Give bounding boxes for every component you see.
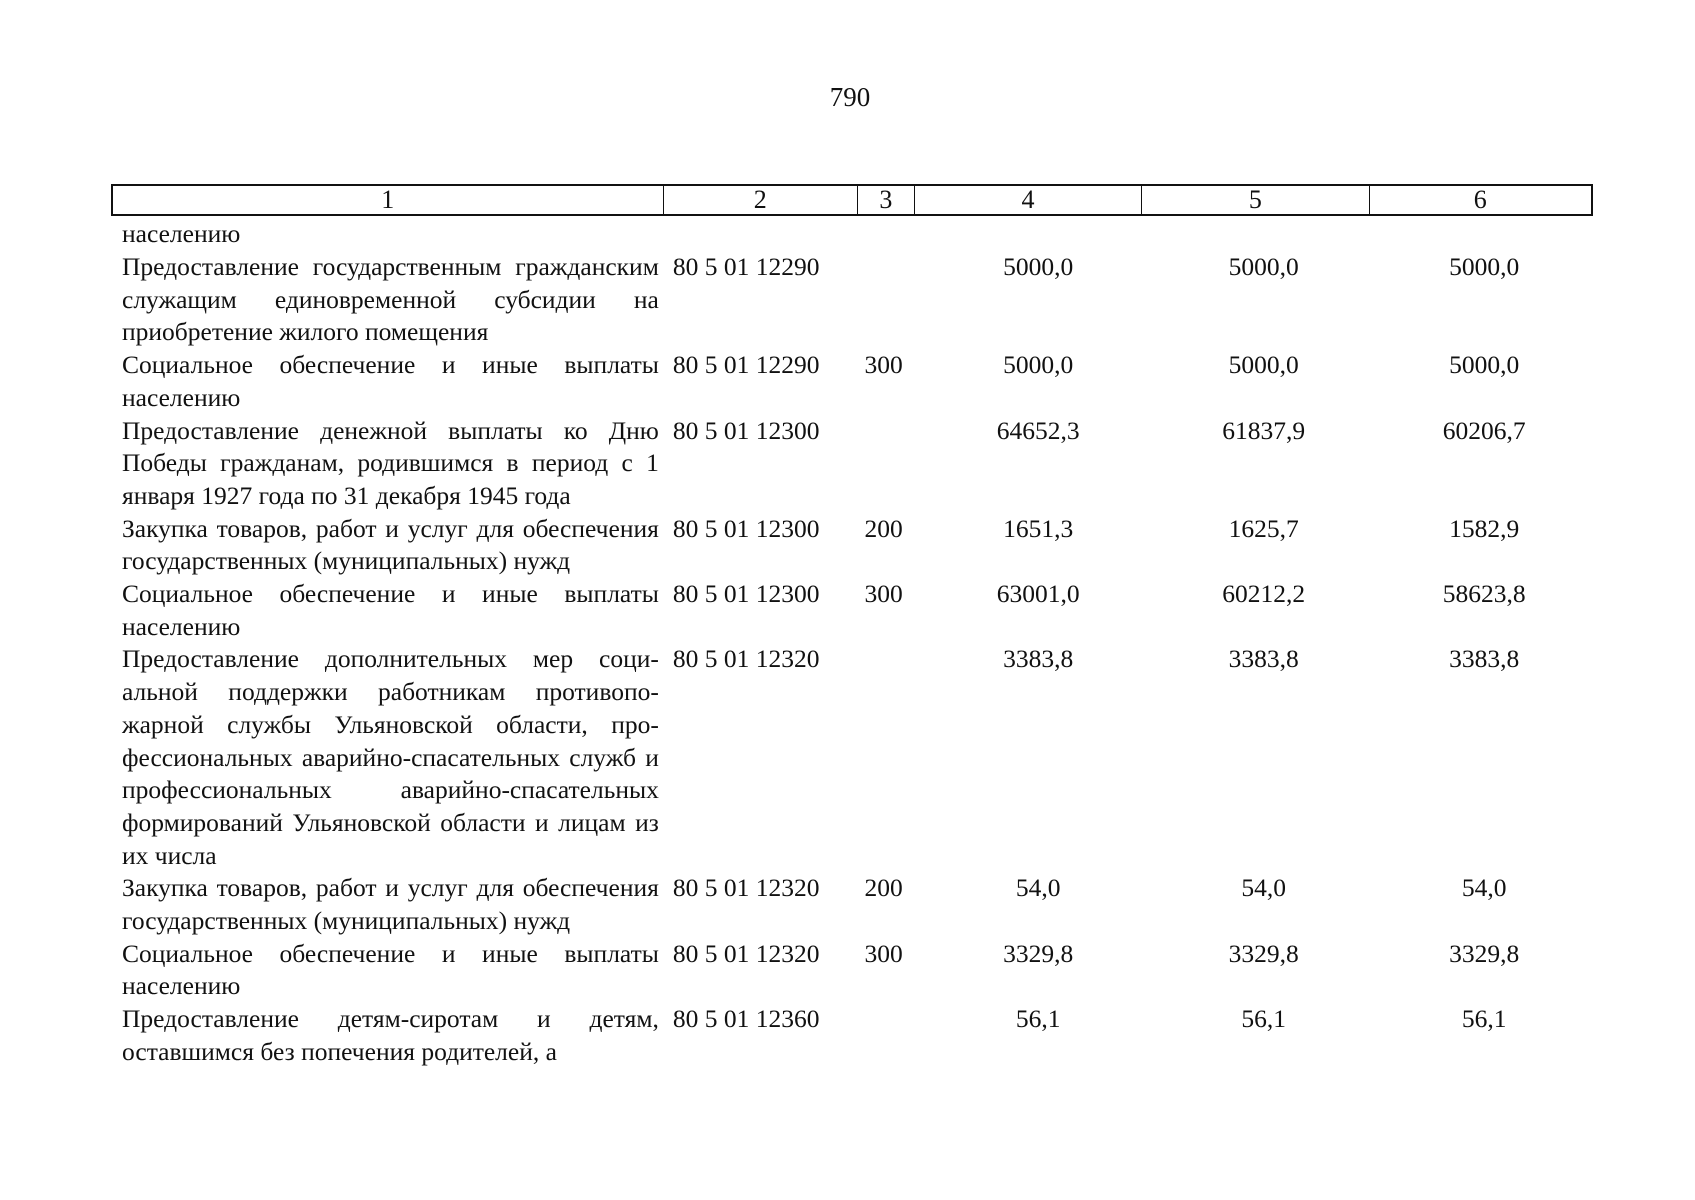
row-name: Социальное обеспечение и иные выплаты населению (122, 350, 659, 412)
table-row (111, 513, 1593, 578)
column-header-1: 1 (113, 186, 664, 214)
table-row (111, 578, 1593, 643)
table-row (111, 251, 1593, 349)
row-value-5: 3329,8 (1228, 938, 1299, 968)
row-type: 300 (864, 579, 903, 609)
table-row (111, 415, 1593, 513)
row-code: 80 5 01 12300 (672, 579, 820, 609)
table-row (111, 872, 1593, 937)
row-code: 80 5 01 12290 (672, 350, 820, 380)
row-value-5: 60212,2 (1222, 579, 1306, 609)
row-type: 200 (864, 513, 903, 543)
row-code: 80 5 01 12290 (672, 252, 820, 281)
table-body (111, 251, 1593, 1069)
row-value-6: 5000,0 (1449, 350, 1520, 380)
row-type: 300 (864, 938, 903, 968)
row-name: Социальное обеспечение и иные выплаты населению (122, 938, 659, 1001)
row-value-4: 1651,3 (1003, 513, 1074, 543)
row-value-6: 3329,8 (1449, 938, 1520, 968)
table-row (111, 349, 1593, 414)
row-value-4: 3383,8 (1003, 644, 1074, 674)
row-value-5: 1625,7 (1228, 513, 1299, 543)
row-code: 80 5 01 12320 (672, 644, 820, 674)
row-name: Предоставление денежной выплаты ко Дню Победы гражданам, родившимся в период с 1 января 1927 года по 31 декабря 1945 года (122, 415, 659, 510)
row-code: 80 5 01 12320 (672, 873, 820, 903)
row-value-5: 5000,0 (1228, 350, 1299, 380)
row-type: 200 (864, 873, 903, 903)
row-name: Предоставление дополнительных мер социальной поддержки работникам противопожарной службы Ульяновской области, профессиональных аварийно-спасательных служб и профессиональных аварийно-спасательных формирований Ульяновской области и лицам из их числа (122, 644, 659, 870)
row-value-6: 1582,9 (1449, 513, 1520, 543)
row-value-4: 54,0 (1015, 873, 1061, 903)
table-row (111, 1003, 1593, 1068)
row-type: 300 (864, 350, 903, 380)
row-value-4: 5000,0 (1003, 350, 1074, 380)
column-header-3: 3 (858, 186, 915, 214)
row-value-4: 56,1 (1015, 1004, 1061, 1034)
row-value-6: 5000,0 (1449, 252, 1520, 281)
row-value-5: 54,0 (1241, 873, 1286, 903)
column-header-4: 4 (915, 186, 1142, 214)
row-value-6: 56,1 (1461, 1004, 1507, 1034)
row-name: Предоставление детям-сиротам и детям, оставшимся без попечения родителей, а (122, 1004, 659, 1066)
row-value-6: 3383,8 (1449, 644, 1520, 674)
row-name: Социальное обеспечение и иные выплаты населению (122, 579, 659, 641)
column-header-5: 5 (1142, 186, 1369, 214)
row-code: 80 5 01 12320 (672, 938, 820, 968)
row-code: 80 5 01 12360 (672, 1004, 820, 1034)
row-value-5: 3383,8 (1228, 644, 1299, 674)
row-value-5: 61837,9 (1222, 415, 1306, 445)
row-value-6: 60206,7 (1442, 415, 1526, 445)
row-value-6: 54,0 (1461, 873, 1507, 903)
row-name: Закупка товаров, работ и услуг для обеспечения государственных (муниципальных) нужд (122, 873, 659, 936)
continuation-text: населению (122, 219, 241, 248)
column-header-2: 2 (664, 186, 858, 214)
row-value-4: 64652,3 (996, 415, 1080, 445)
row-value-4: 5000,0 (1003, 252, 1074, 281)
row-value-4: 3329,8 (1003, 938, 1074, 968)
table-row (111, 938, 1593, 1003)
row-value-4: 63001,0 (996, 579, 1080, 609)
page-number: 790 (829, 82, 871, 112)
row-name: Предоставление государственным гражданским служащим единовременной субсидии на приобретение жилого помещения (122, 252, 659, 347)
row-value-5: 56,1 (1241, 1004, 1286, 1034)
row-value-6: 58623,8 (1442, 579, 1526, 609)
row-code: 80 5 01 12300 (672, 415, 820, 445)
row-value-5: 5000,0 (1228, 252, 1299, 281)
row-name: Закупка товаров, работ и услуг для обеспечения государственных (муниципальных) нужд (122, 513, 659, 576)
table-row (111, 643, 1593, 872)
row-code: 80 5 01 12300 (672, 513, 820, 543)
column-header-6: 6 (1473, 185, 1487, 214)
table-header-row (111, 184, 1593, 216)
